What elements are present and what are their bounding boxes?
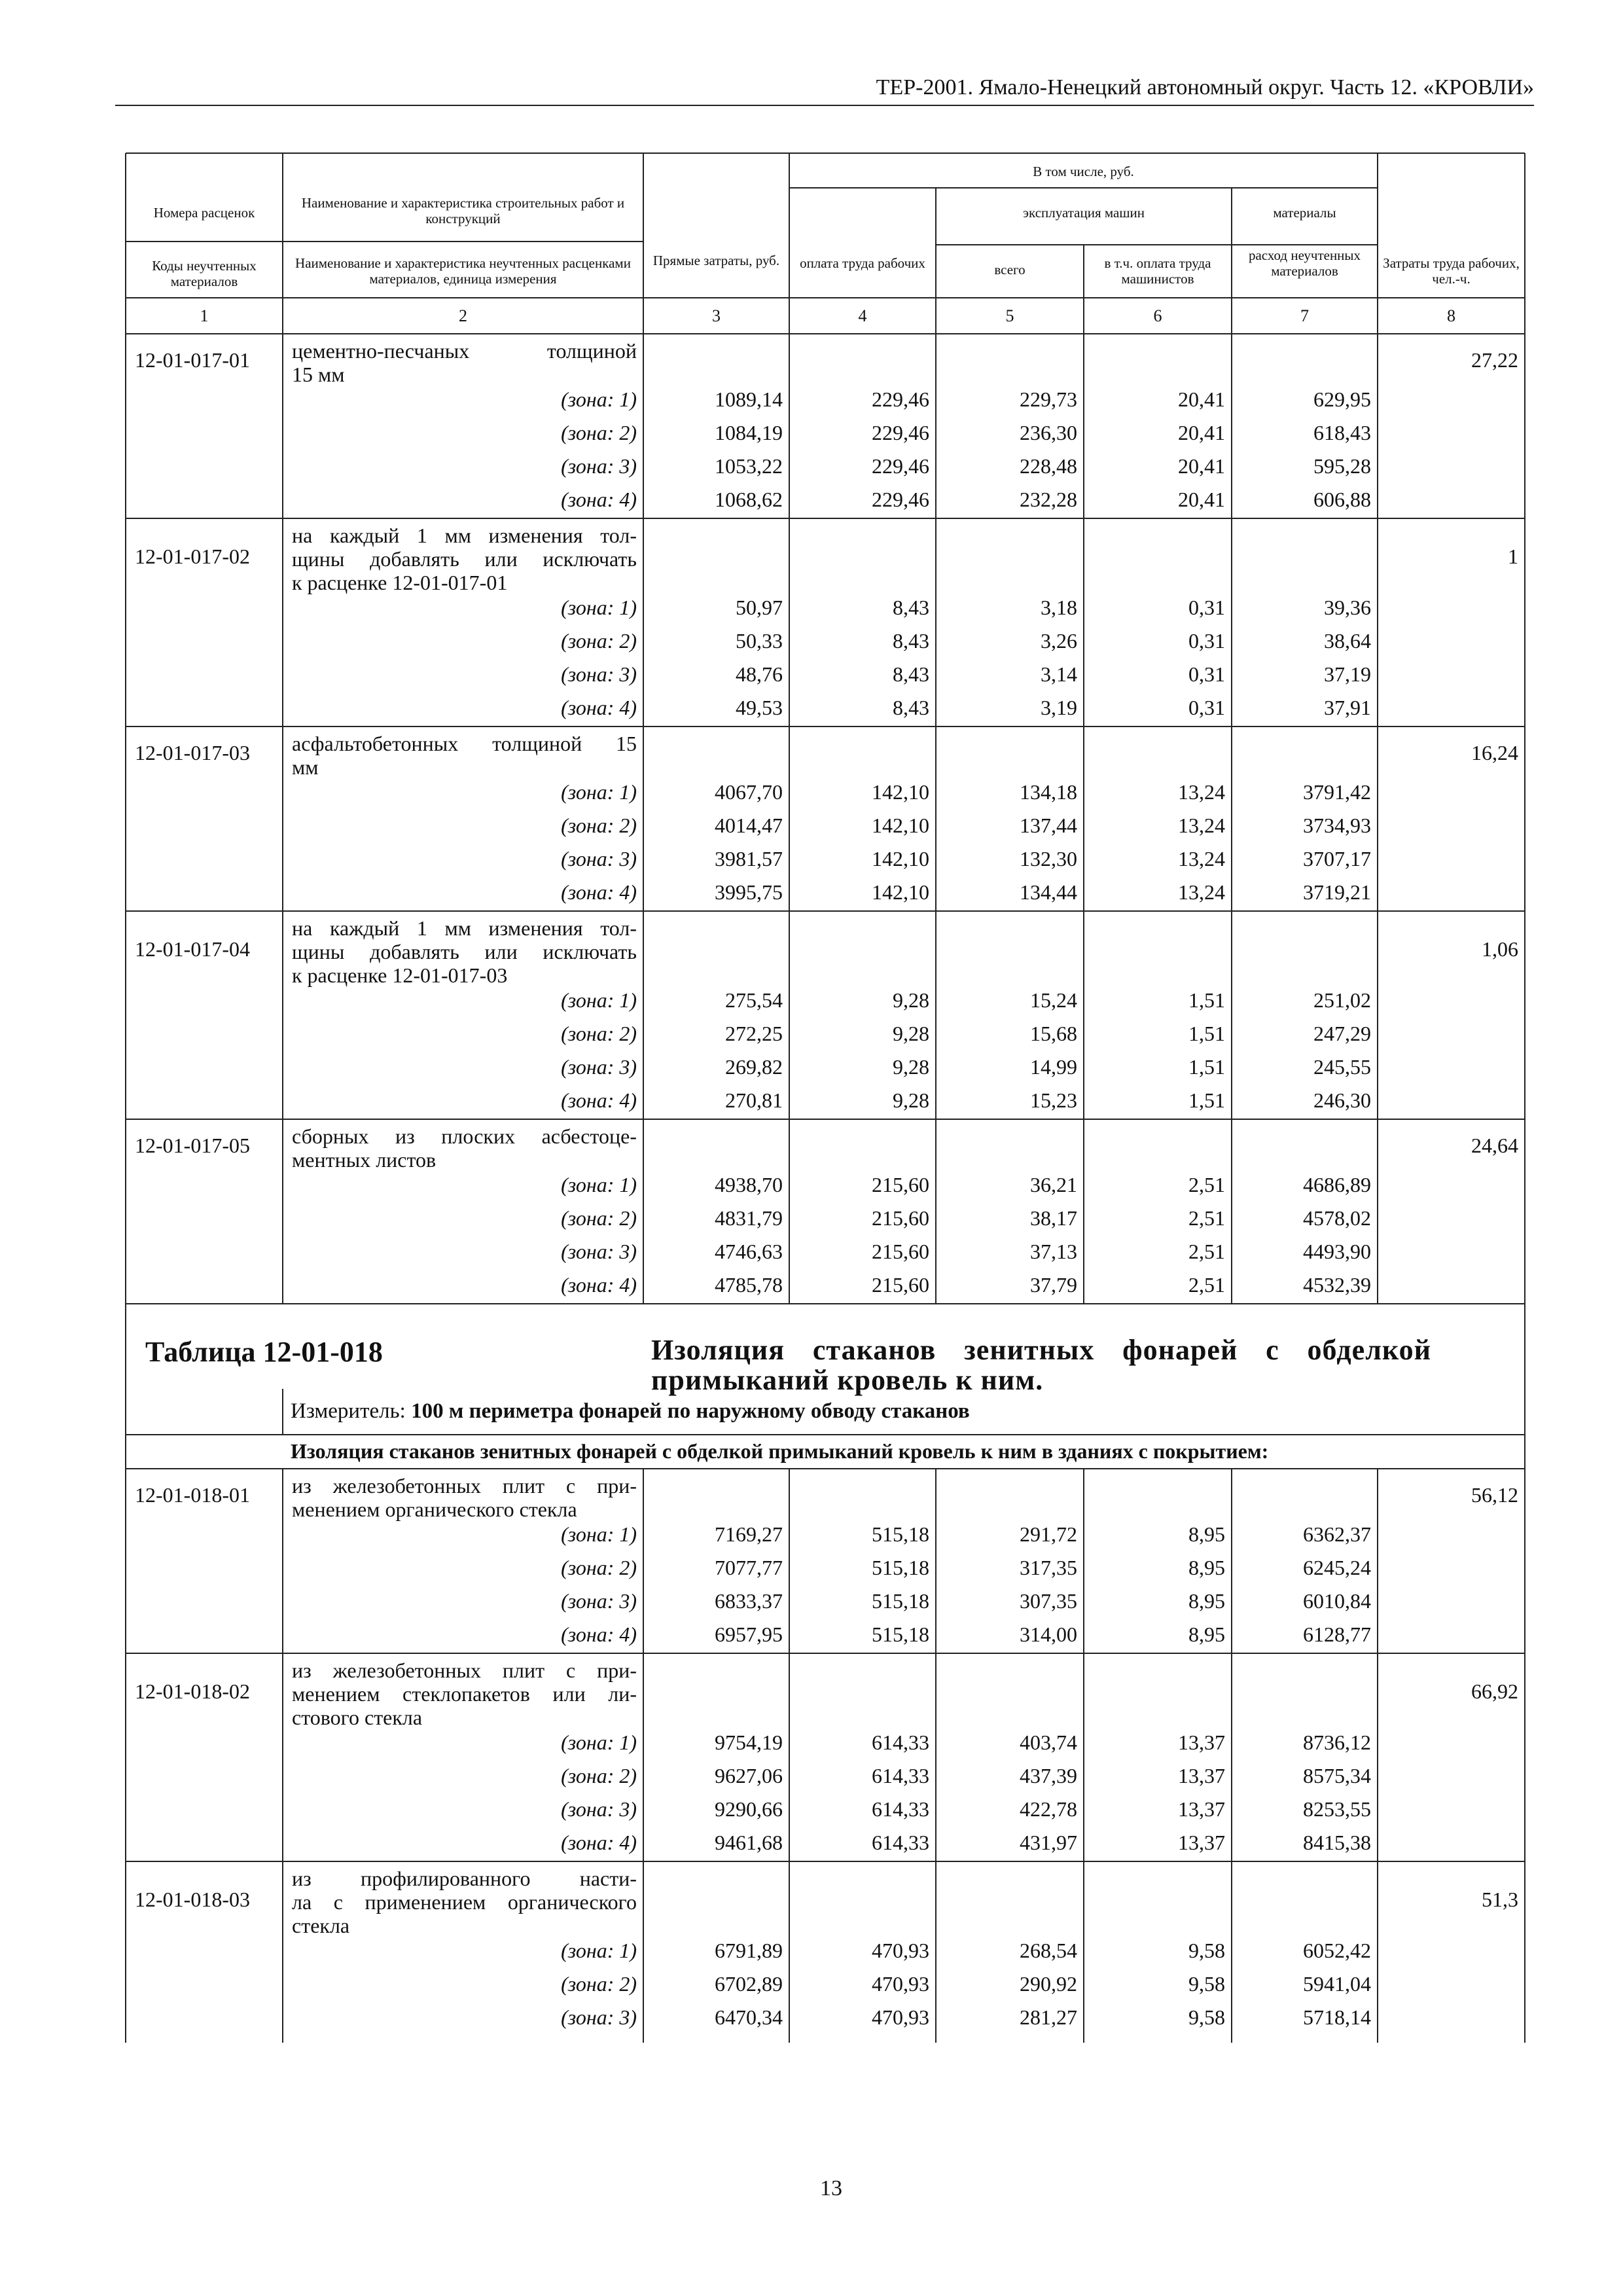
item-017-2-zone-label: (зона: 1) <box>561 596 637 619</box>
item-018-3-value: 290,92 <box>1020 1972 1077 1996</box>
item-017-2-code: 12-01-017-02 <box>135 545 250 568</box>
item-018-1-value: 6128,77 <box>1303 1623 1371 1646</box>
table-018-measure <box>291 1399 970 1424</box>
item-018-3-name-line: стекла <box>292 1914 350 1937</box>
item-018-1-zone-label: (зона: 1) <box>561 1522 637 1546</box>
item-017-5-value: 37,13 <box>1030 1240 1077 1263</box>
item-017-5-value: 2,51 <box>1188 1240 1225 1263</box>
item-018-2-value: 614,33 <box>872 1831 929 1854</box>
item-018-2-value: 13,37 <box>1178 1831 1225 1854</box>
item-018-2-zone-label: (зона: 1) <box>561 1731 637 1754</box>
item-017-4-labor: 1,06 <box>1482 937 1518 961</box>
item-018-2-value: 431,97 <box>1020 1831 1077 1854</box>
item-017-2-value: 8,43 <box>893 662 929 686</box>
item-017-4-code: 12-01-017-04 <box>135 937 250 961</box>
item-017-1-zone-label: (зона: 1) <box>561 387 637 411</box>
item-017-1-value: 229,46 <box>872 421 929 444</box>
item-018-2-value: 9461,68 <box>715 1831 783 1854</box>
column-number: 1 <box>200 306 209 325</box>
item-018-2-value: 437,39 <box>1020 1764 1077 1787</box>
incl-label: В том числе, руб. <box>1033 164 1134 179</box>
item-017-3-value: 134,44 <box>1020 880 1077 904</box>
item-017-5-value: 215,60 <box>872 1273 929 1297</box>
item-017-1-labor: 27,22 <box>1471 348 1518 372</box>
item-017-1-value: 232,28 <box>1020 488 1077 511</box>
item-017-4-value: 1,51 <box>1188 988 1225 1012</box>
item-018-2-zone-label: (зона: 4) <box>561 1831 637 1854</box>
column-number: 3 <box>712 306 721 325</box>
col1-top-label: Номера расценок <box>153 205 255 221</box>
item-018-1-value: 6833,37 <box>715 1589 783 1613</box>
item-017-4-value: 247,29 <box>1313 1022 1371 1045</box>
table-018-subheading: Изоляция стаканов зенитных фонарей с обделкой примыканий кровель к ним в зданиях с покрытием: <box>291 1439 1269 1463</box>
page-number: 13 <box>820 2176 842 2200</box>
item-018-2-value: 422,78 <box>1020 1797 1077 1821</box>
item-017-1-value: 595,28 <box>1313 454 1371 478</box>
item-017-2-value: 0,31 <box>1188 596 1225 619</box>
item-017-1-value: 618,43 <box>1313 421 1371 444</box>
item-018-2-value: 9290,66 <box>715 1797 783 1821</box>
item-017-2-value: 3,19 <box>1041 696 1077 719</box>
col4-label: оплата труда рабочих <box>800 255 925 271</box>
item-018-3-value: 5718,14 <box>1303 2005 1371 2029</box>
item-017-3-code: 12-01-017-03 <box>135 741 250 764</box>
item-017-2-value: 8,43 <box>893 596 929 619</box>
item-017-3-value: 3734,93 <box>1303 814 1371 837</box>
item-018-3-value: 5941,04 <box>1303 1972 1371 1996</box>
item-018-1-zone-label: (зона: 3) <box>561 1589 637 1613</box>
item-017-5-name-line: сборных из плоских асбестоце- <box>292 1124 637 1148</box>
item-017-3-value: 13,24 <box>1178 880 1225 904</box>
item-017-4-value: 246,30 <box>1313 1088 1371 1112</box>
measure-value: 100 м периметра фонарей по наружному обводу стаканов <box>411 1399 970 1423</box>
item-018-3-zone-label: (зона: 2) <box>561 1972 637 1996</box>
item-017-4-value: 269,82 <box>725 1055 783 1079</box>
column-number: 8 <box>1447 306 1455 325</box>
item-017-5-labor: 24,64 <box>1471 1134 1518 1157</box>
item-017-5-value: 38,17 <box>1030 1206 1077 1230</box>
item-018-2-name <box>292 1659 637 1729</box>
item-018-1-value: 6957,95 <box>715 1623 783 1646</box>
item-017-4-value: 270,81 <box>725 1088 783 1112</box>
item-017-5-value: 2,51 <box>1188 1273 1225 1297</box>
item-018-3-zone-label: (зона: 1) <box>561 1939 637 1962</box>
item-018-3-labor: 51,3 <box>1482 1888 1518 1911</box>
item-018-3-value: 6470,34 <box>715 2005 783 2029</box>
item-017-3-value: 142,10 <box>872 780 929 804</box>
item-017-3-zone-label: (зона: 3) <box>561 847 637 870</box>
item-017-2-zone-label: (зона: 2) <box>561 629 637 653</box>
item-017-3-value: 4067,70 <box>715 780 783 804</box>
item-017-3-value: 4014,47 <box>715 814 783 837</box>
item-017-5-value: 4746,63 <box>715 1240 783 1263</box>
item-018-1-zone-label: (зона: 2) <box>561 1556 637 1579</box>
item-017-2-value: 3,26 <box>1041 629 1077 653</box>
item-017-3-value: 3719,21 <box>1303 880 1371 904</box>
item-017-2-value: 49,53 <box>736 696 783 719</box>
item-017-1-zone-label: (зона: 3) <box>561 454 637 478</box>
item-017-4-value: 251,02 <box>1313 988 1371 1012</box>
item-018-1-value: 515,18 <box>872 1522 929 1546</box>
item-018-3-code: 12-01-018-03 <box>135 1888 250 1911</box>
item-017-5-value: 215,60 <box>872 1206 929 1230</box>
item-017-1-zone-label: (зона: 2) <box>561 421 637 444</box>
item-017-3-name-line: асфальтобетонных толщиной 15 <box>292 732 637 755</box>
column-number: 4 <box>858 306 867 325</box>
item-017-3-value: 3995,75 <box>715 880 783 904</box>
item-018-2-value: 9627,06 <box>715 1764 783 1787</box>
item-018-1-value: 291,72 <box>1020 1522 1077 1546</box>
item-017-4-zone-label: (зона: 1) <box>561 988 637 1012</box>
item-017-2-name-line: на каждый 1 мм изменения тол- <box>292 524 637 547</box>
item-017-5-zone-label: (зона: 1) <box>561 1173 637 1196</box>
item-018-2-code: 12-01-018-02 <box>135 1679 250 1703</box>
item-018-1-value: 307,35 <box>1020 1589 1077 1613</box>
column-number: 6 <box>1153 306 1162 325</box>
item-018-1-value: 7169,27 <box>715 1522 783 1546</box>
item-017-1-value: 20,41 <box>1178 387 1225 411</box>
item-017-2-name-line: к расценке 12-01-017-01 <box>292 571 508 594</box>
item-018-3-value: 6702,89 <box>715 1972 783 1996</box>
item-018-1-value: 8,95 <box>1188 1589 1225 1613</box>
item-017-3-value: 142,10 <box>872 880 929 904</box>
item-017-2-value: 48,76 <box>736 662 783 686</box>
item-017-2-value: 8,43 <box>893 629 929 653</box>
item-018-3-value: 6791,89 <box>715 1939 783 1962</box>
item-017-3-value: 134,18 <box>1020 780 1077 804</box>
item-017-5-value: 4785,78 <box>715 1273 783 1297</box>
item-017-1-value: 20,41 <box>1178 421 1225 444</box>
item-018-1-zone-label: (зона: 4) <box>561 1623 637 1646</box>
item-017-3-name <box>292 732 637 779</box>
item-018-3-value: 470,93 <box>872 1972 929 1996</box>
item-018-3-value: 9,58 <box>1188 2005 1225 2029</box>
col7-label: расход неучтенных материалов <box>1248 247 1361 279</box>
item-017-3-value: 13,24 <box>1178 780 1225 804</box>
item-017-1-value: 20,41 <box>1178 454 1225 478</box>
item-017-2-value: 3,14 <box>1041 662 1077 686</box>
col2-bottom-label: Наименование и характеристика неучтенных расценками материалов, единица измерения <box>295 255 631 287</box>
column-number: 2 <box>459 306 467 325</box>
table-018-title-line2: примыканий кровель к ним. <box>651 1364 1044 1396</box>
header-title: ТЕР-2001. Ямало-Ненецкий автономный округ. Часть 12. «КРОВЛИ» <box>876 75 1534 99</box>
table-018-title-line1: Изоляция стаканов зенитных фонарей с обделкой <box>651 1334 1431 1366</box>
item-017-1-zone-label: (зона: 4) <box>561 488 637 511</box>
item-017-4-name-line: щины добавлять или исключать <box>292 940 637 963</box>
column-number: 7 <box>1300 306 1309 325</box>
item-018-2-value: 13,37 <box>1178 1797 1225 1821</box>
item-017-2-value: 38,64 <box>1324 629 1371 653</box>
item-017-2-value: 39,36 <box>1324 596 1371 619</box>
item-017-5-value: 2,51 <box>1188 1173 1225 1196</box>
item-017-2-name-line: щины добавлять или исключать <box>292 547 637 571</box>
item-018-2-value: 403,74 <box>1020 1731 1077 1754</box>
item-018-2-value: 9754,19 <box>715 1731 783 1754</box>
item-017-3-value: 142,10 <box>872 847 929 870</box>
item-017-3-value: 137,44 <box>1020 814 1077 837</box>
item-017-4-value: 9,28 <box>893 988 929 1012</box>
item-017-1-name-line: цементно-песчаных толщиной <box>292 339 637 363</box>
item-017-5-zone-label: (зона: 3) <box>561 1240 637 1263</box>
item-017-2-labor: 1 <box>1508 545 1518 568</box>
item-017-4-value: 1,51 <box>1188 1055 1225 1079</box>
item-018-3-value: 9,58 <box>1188 1939 1225 1962</box>
item-018-3-value: 6052,42 <box>1303 1939 1371 1962</box>
item-017-4-zone-label: (зона: 4) <box>561 1088 637 1112</box>
item-017-3-value: 132,30 <box>1020 847 1077 870</box>
item-017-1-value: 229,46 <box>872 387 929 411</box>
item-017-2-value: 8,43 <box>893 696 929 719</box>
item-017-1-value: 1053,22 <box>715 454 783 478</box>
page-header <box>115 71 1534 106</box>
item-018-3-value: 268,54 <box>1020 1939 1077 1962</box>
item-018-1-name-line: менением органического стекла <box>292 1498 577 1521</box>
item-017-1-value: 1089,14 <box>715 387 783 411</box>
item-017-5-code: 12-01-017-05 <box>135 1134 250 1157</box>
item-018-2-name-line: менением стеклопакетов или ли- <box>292 1682 637 1706</box>
item-017-5-value: 4938,70 <box>715 1173 783 1196</box>
item-018-1-value: 515,18 <box>872 1556 929 1579</box>
item-018-2-value: 13,37 <box>1178 1764 1225 1787</box>
item-017-4-value: 272,25 <box>725 1022 783 1045</box>
item-017-3-zone-label: (зона: 1) <box>561 780 637 804</box>
item-018-2-name-line: стового стекла <box>292 1706 423 1729</box>
item-017-4-value: 9,28 <box>893 1088 929 1112</box>
item-017-4-value: 1,51 <box>1188 1088 1225 1112</box>
item-018-1-name-line: из железобетонных плит с при- <box>292 1474 637 1498</box>
item-018-2-value: 614,33 <box>872 1797 929 1821</box>
measure-label: Измеритель: <box>291 1399 412 1423</box>
item-017-3-value: 3981,57 <box>715 847 783 870</box>
item-017-1-value: 20,41 <box>1178 488 1225 511</box>
item-017-4-value: 1,51 <box>1188 1022 1225 1045</box>
item-017-5-name-line: ментных листов <box>292 1148 437 1172</box>
item-017-1-name <box>292 339 637 386</box>
machines-label: эксплуатация машин <box>1023 205 1145 221</box>
item-018-1-value: 6010,84 <box>1303 1589 1371 1613</box>
item-018-3-name <box>292 1867 637 1937</box>
item-017-2-value: 50,97 <box>736 596 783 619</box>
item-017-1-value: 236,30 <box>1020 421 1077 444</box>
item-017-2-value: 50,33 <box>736 629 783 653</box>
item-018-2-zone-label: (зона: 2) <box>561 1764 637 1787</box>
item-017-4-name-line: к расценке 12-01-017-03 <box>292 963 508 987</box>
item-018-1-code: 12-01-018-01 <box>135 1483 250 1507</box>
col5-label: всего <box>994 262 1026 278</box>
materials-label: материалы <box>1273 205 1336 221</box>
item-017-4-value: 9,28 <box>893 1022 929 1045</box>
item-017-2-value: 37,91 <box>1324 696 1371 719</box>
item-017-4-name <box>292 916 637 987</box>
item-017-2-value: 0,31 <box>1188 696 1225 719</box>
item-017-3-value: 142,10 <box>872 814 929 837</box>
item-018-3-value: 470,93 <box>872 1939 929 1962</box>
item-017-1-code: 12-01-017-01 <box>135 348 250 372</box>
item-017-3-labor: 16,24 <box>1471 741 1518 764</box>
item-017-2-value: 0,31 <box>1188 662 1225 686</box>
item-017-5-value: 4831,79 <box>715 1206 783 1230</box>
item-018-3-value: 281,27 <box>1020 2005 1077 2029</box>
item-017-4-value: 14,99 <box>1030 1055 1077 1079</box>
item-018-1-value: 6245,24 <box>1303 1556 1371 1579</box>
item-018-3-name-line: из профилированного насти- <box>292 1867 637 1890</box>
item-017-5-name <box>292 1124 637 1172</box>
item-017-3-name-line: мм <box>292 755 319 779</box>
item-017-4-value: 245,55 <box>1313 1055 1371 1079</box>
item-017-5-value: 4686,89 <box>1303 1173 1371 1196</box>
item-017-2-name <box>292 524 637 594</box>
item-017-3-zone-label: (зона: 4) <box>561 880 637 904</box>
item-017-3-value: 3707,17 <box>1303 847 1371 870</box>
item-017-5-value: 215,60 <box>872 1173 929 1196</box>
item-017-1-value: 229,46 <box>872 454 929 478</box>
item-017-4-value: 15,24 <box>1030 988 1077 1012</box>
item-017-4-name-line: на каждый 1 мм изменения тол- <box>292 916 637 940</box>
col3-label: Прямые затраты, руб. <box>652 253 780 268</box>
item-017-4-zone-label: (зона: 3) <box>561 1055 637 1079</box>
col8-label: Затраты труда рабочих, чел.-ч. <box>1383 255 1520 287</box>
item-017-3-value: 13,24 <box>1178 814 1225 837</box>
item-018-2-value: 8415,38 <box>1303 1831 1371 1854</box>
item-017-1-value: 1084,19 <box>715 421 783 444</box>
col1-bottom-label: Коды неучтенных материалов <box>152 258 257 289</box>
item-017-3-value: 13,24 <box>1178 847 1225 870</box>
item-018-2-value: 13,37 <box>1178 1731 1225 1754</box>
item-018-2-name-line: из железобетонных плит с при- <box>292 1659 637 1682</box>
item-017-5-value: 4493,90 <box>1303 1240 1371 1263</box>
item-018-1-value: 8,95 <box>1188 1522 1225 1546</box>
item-017-4-zone-label: (зона: 2) <box>561 1022 637 1045</box>
item-017-1-name-line: 15 мм <box>292 363 345 386</box>
item-018-3-value: 470,93 <box>872 2005 929 2029</box>
item-017-5-value: 37,79 <box>1030 1273 1077 1297</box>
col2-top-label: Наименование и характеристика строительных работ и конструкций <box>301 195 625 226</box>
col6-label: в т.ч. оплата труда машинистов <box>1104 255 1211 287</box>
item-018-2-value: 614,33 <box>872 1764 929 1787</box>
item-017-5-zone-label: (зона: 4) <box>561 1273 637 1297</box>
item-017-3-zone-label: (зона: 2) <box>561 814 637 837</box>
table-018-label: Таблица 12-01-018 <box>145 1336 383 1368</box>
item-017-2-zone-label: (зона: 3) <box>561 662 637 686</box>
item-018-3-zone-label: (зона: 3) <box>561 2005 637 2029</box>
item-018-2-value: 8736,12 <box>1303 1731 1371 1754</box>
item-017-2-zone-label: (зона: 4) <box>561 696 637 719</box>
item-018-2-value: 614,33 <box>872 1731 929 1754</box>
item-018-1-name <box>292 1474 637 1521</box>
item-017-2-value: 37,19 <box>1324 662 1371 686</box>
item-017-1-value: 1068,62 <box>715 488 783 511</box>
item-017-3-value: 3791,42 <box>1303 780 1371 804</box>
item-018-1-value: 7077,77 <box>715 1556 783 1579</box>
item-017-5-value: 4578,02 <box>1303 1206 1371 1230</box>
item-018-2-value: 8253,55 <box>1303 1797 1371 1821</box>
item-017-2-value: 0,31 <box>1188 629 1225 653</box>
item-017-2-value: 3,18 <box>1041 596 1077 619</box>
item-017-1-value: 228,48 <box>1020 454 1077 478</box>
item-017-5-value: 2,51 <box>1188 1206 1225 1230</box>
item-018-2-zone-label: (зона: 3) <box>561 1797 637 1821</box>
column-number: 5 <box>1005 306 1014 325</box>
item-017-5-value: 215,60 <box>872 1240 929 1263</box>
item-018-1-value: 8,95 <box>1188 1556 1225 1579</box>
item-017-4-value: 15,68 <box>1030 1022 1077 1045</box>
item-018-1-value: 6362,37 <box>1303 1522 1371 1546</box>
item-017-5-value: 36,21 <box>1030 1173 1077 1196</box>
item-017-1-value: 606,88 <box>1313 488 1371 511</box>
item-018-1-value: 317,35 <box>1020 1556 1077 1579</box>
item-018-1-value: 515,18 <box>872 1589 929 1613</box>
item-017-4-value: 275,54 <box>725 988 783 1012</box>
item-017-4-value: 15,23 <box>1030 1088 1077 1112</box>
item-018-1-value: 8,95 <box>1188 1623 1225 1646</box>
item-018-1-labor: 56,12 <box>1471 1483 1518 1507</box>
item-018-3-value: 9,58 <box>1188 1972 1225 1996</box>
item-018-1-value: 515,18 <box>872 1623 929 1646</box>
item-018-1-value: 314,00 <box>1020 1623 1077 1646</box>
item-017-5-zone-label: (зона: 2) <box>561 1206 637 1230</box>
item-018-2-labor: 66,92 <box>1471 1679 1518 1703</box>
item-017-4-value: 9,28 <box>893 1055 929 1079</box>
item-018-3-name-line: ла с применением органического <box>292 1890 637 1914</box>
item-017-5-value: 4532,39 <box>1303 1273 1371 1297</box>
item-017-1-value: 229,73 <box>1020 387 1077 411</box>
item-017-1-value: 629,95 <box>1313 387 1371 411</box>
item-018-2-value: 8575,34 <box>1303 1764 1371 1787</box>
item-017-1-value: 229,46 <box>872 488 929 511</box>
